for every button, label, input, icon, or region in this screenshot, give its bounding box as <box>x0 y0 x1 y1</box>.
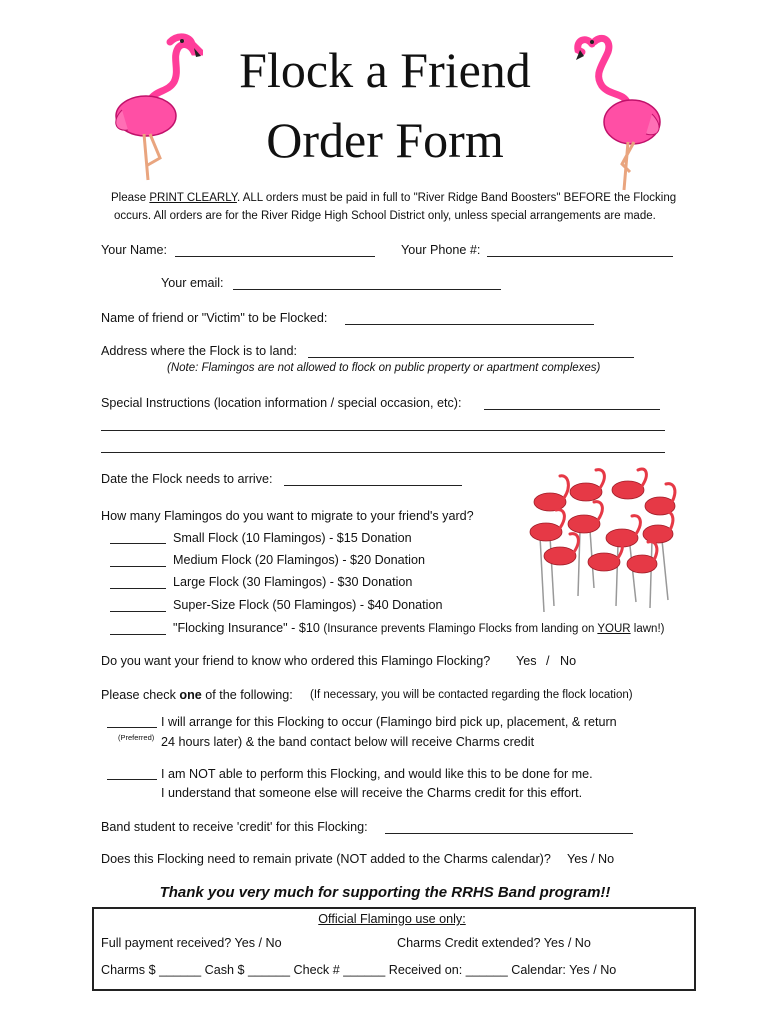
private-options[interactable]: Yes / No <box>567 852 615 866</box>
intro-text-b: . ALL orders must be paid in full to "River Ridge Band Boosters" BEFORE the Flocking <box>236 192 677 204</box>
flock-option-medium: Medium Flock (20 Flamingos) - $20 Donation <box>173 553 425 567</box>
check-option2-line2: I understand that someone else will receive the Charms credit for this effort. <box>161 786 583 800</box>
flock-question: How many Flamingos do you want to migrate to your friend's yard? <box>101 509 474 523</box>
thank-you-message: Thank you very much for supporting the RRHS Band program!! <box>159 884 611 901</box>
flock-option-insurance <box>173 621 664 635</box>
flock-option-large: Large Flock (30 Flamingos) - $30 Donation <box>173 575 413 589</box>
phone-label: Your Phone #: <box>401 243 481 257</box>
insurance-note: (Insurance prevents Flamingo Flocks from landing on <box>323 623 598 635</box>
special-label: Special Instructions (location information / special occasion, etc): <box>101 396 462 410</box>
band-student-label: Band student to receive 'credit' for this Flocking: <box>101 820 368 834</box>
form-title-line1: Flock a Friend <box>239 42 531 98</box>
flock-option-blank-supersize[interactable] <box>110 611 166 612</box>
intro-line1 <box>111 192 676 204</box>
intro-line2: occurs. All orders are for the River Ridge High School District only, unless special arrangements are made. <box>114 210 656 222</box>
date-label: Date the Flock needs to arrive: <box>101 472 273 486</box>
check-option1-line2: 24 hours later) & the band contact below will receive Charms credit <box>161 735 535 749</box>
email-field[interactable] <box>233 289 501 290</box>
private-question: Does this Flocking need to remain private (NOT added to the Charms calendar)? <box>101 852 551 866</box>
check-one-note: (If necessary, you will be contacted regarding the flock location) <box>310 689 633 701</box>
date-field[interactable] <box>284 485 462 486</box>
special-field-1[interactable] <box>484 409 660 410</box>
friend-label: Name of friend or "Victim" to be Flocked: <box>101 311 328 325</box>
intro-print-clearly: PRINT CLEARLY <box>149 192 237 204</box>
check-option1-blank[interactable] <box>107 727 157 728</box>
check-label-one: one <box>179 688 202 702</box>
check-one-label <box>101 688 293 702</box>
flock-option-blank-small[interactable] <box>110 543 166 544</box>
intro-text-a: Please <box>111 192 150 204</box>
check-label-b: of the following: <box>201 688 293 702</box>
flock-option-blank-large[interactable] <box>110 588 166 589</box>
know-yes[interactable]: Yes <box>516 654 537 668</box>
email-label: Your email: <box>161 276 224 290</box>
name-label: Your Name: <box>101 243 168 257</box>
official-payment: Full payment received? Yes / No <box>101 936 282 950</box>
address-label: Address where the Flock is to land: <box>101 344 297 358</box>
flock-option-small: Small Flock (10 Flamingos) - $15 Donation <box>173 531 412 545</box>
official-charms-row: Charms $ ______ Cash $ ______ Check # ______ Received on: ______ Calendar: Yes / No <box>101 963 617 977</box>
special-field-3[interactable] <box>101 452 665 453</box>
flock-option-supersize: Super-Size Flock (50 Flamingos) - $40 Donation <box>173 598 443 612</box>
address-field[interactable] <box>308 357 634 358</box>
name-field[interactable] <box>175 256 375 257</box>
know-separator: / <box>546 654 550 668</box>
check-option2-line1: I am NOT able to perform this Flocking, and would like this to be done for me. <box>161 767 593 781</box>
special-field-2[interactable] <box>101 430 665 431</box>
flamingo-right-illustration <box>572 30 667 195</box>
form-title-line2: Order Form <box>266 112 504 168</box>
insurance-note-end: lawn!) <box>630 623 665 635</box>
friend-field[interactable] <box>345 324 594 325</box>
insurance-your: YOUR <box>597 623 631 635</box>
phone-field[interactable] <box>487 256 673 257</box>
address-note: (Note: Flamingos are not allowed to flock on public property or apartment complexes) <box>167 362 601 374</box>
know-question: Do you want your friend to know who ordered this Flamingo Flocking? <box>101 654 491 668</box>
check-label-a: Please check <box>101 688 180 702</box>
band-student-field[interactable] <box>385 833 633 834</box>
flamingo-flock-illustration <box>520 466 680 614</box>
know-no[interactable]: No <box>560 654 577 668</box>
official-credit: Charms Credit extended? Yes / No <box>397 936 591 950</box>
flock-option-blank-medium[interactable] <box>110 566 166 567</box>
flock-option-blank-insurance[interactable] <box>110 634 166 635</box>
check-option1-line1: I will arrange for this Flocking to occur (Flamingo bird pick up, placement, & return <box>161 715 617 729</box>
insurance-label: "Flocking Insurance" - $10 <box>173 621 324 635</box>
check-option1-preferred: (Preferred) <box>118 733 155 742</box>
check-option2-blank[interactable] <box>107 779 157 780</box>
official-heading: Official Flamingo use only: <box>318 912 466 926</box>
